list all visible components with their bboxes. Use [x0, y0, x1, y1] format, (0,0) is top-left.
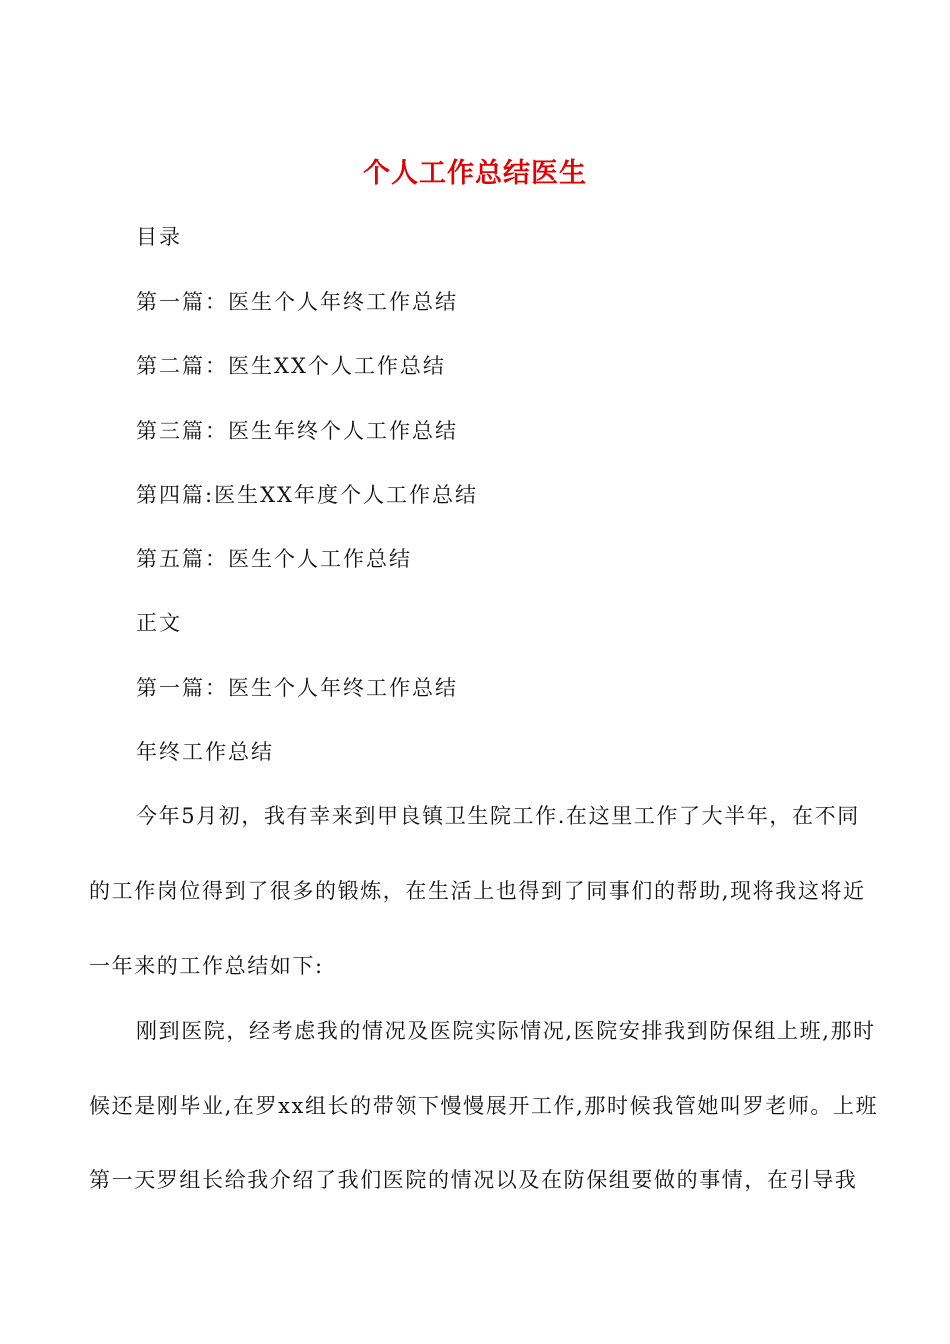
- section-title: 第一篇：医生个人年终工作总结: [136, 676, 458, 700]
- paragraph-2-line-2: 候还是刚毕业,在罗xx组长的带领下慢慢展开工作,那时候我管她叫罗老师。上班: [89, 1094, 879, 1118]
- toc-item-2: 第二篇：医生XX个人工作总结: [136, 354, 446, 378]
- paragraph-1-line-3: 一年来的工作总结如下:: [89, 954, 324, 978]
- paragraph-2-line-1: 刚到医院，经考虑我的情况及医院实际情况,医院安排我到防保组上班,那时: [136, 1019, 876, 1043]
- paragraph-1-line-1: 今年5月初，我有幸来到甲良镇卫生院工作.在这里工作了大半年，在不同: [136, 804, 860, 828]
- document-title: 个人工作总结医生: [363, 158, 587, 189]
- toc-item-3: 第三篇：医生年终个人工作总结: [136, 419, 458, 443]
- paragraph-1-line-2: 的工作岗位得到了很多的锻炼，在生活上也得到了同事们的帮助,现将我这将近: [89, 879, 866, 903]
- toc-item-4: 第四篇:医生XX年度个人工作总结: [136, 483, 478, 507]
- toc-heading: 目录: [136, 225, 182, 249]
- paragraph-2-line-3: 第一天罗组长给我介绍了我们医院的情况以及在防保组要做的事情，在引导我: [89, 1168, 858, 1192]
- toc-item-5: 第五篇：医生个人工作总结: [136, 547, 412, 571]
- section-subtitle: 年终工作总结: [136, 740, 274, 764]
- toc-item-1: 第一篇：医生个人年终工作总结: [136, 290, 458, 314]
- body-heading: 正文: [136, 611, 182, 635]
